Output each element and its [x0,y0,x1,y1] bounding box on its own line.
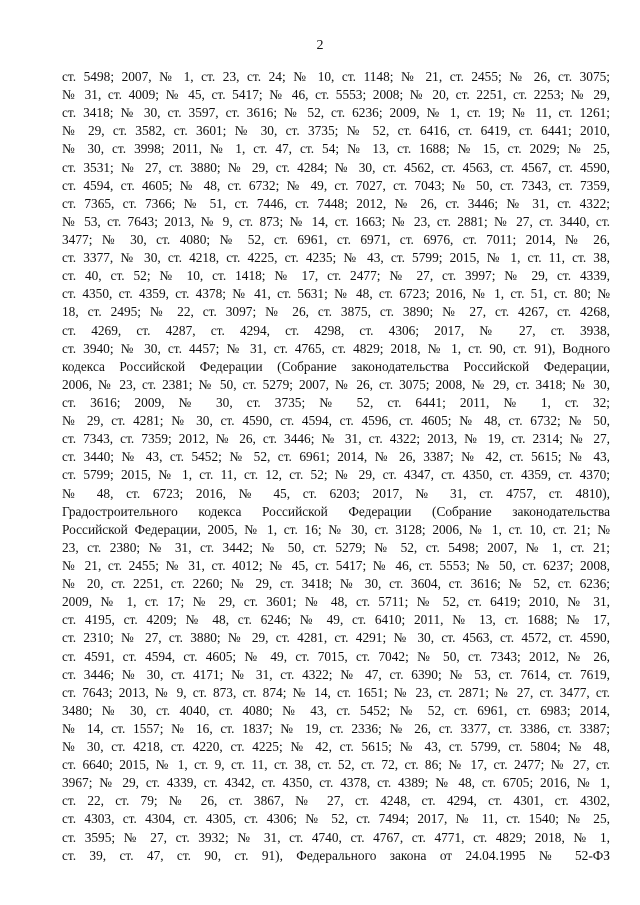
text-line: ст. 4350, ст. 4359, ст. 4378; № 41, ст. 5631; № 48, ст. 6723; 2016, № 1, ст. 51, ст. 80; № [62,286,610,302]
text-line: ст. 3940; № 30, ст. 4457; № 31, ст. 4765, ст. 4829; 2018, № 1, ст. 90, ст. 91), Водного [62,340,610,356]
text-line: ст. 7643; 2013, № 9, ст. 873, ст. 874; № 14, ст. 1651; № 23, ст. 2871; № 27, ст. 3477, ст. [62,684,610,700]
text-line: № 29, ст. 4281; № 30, ст. 4590, ст. 4594, ст. 4596, ст. 4605; № 48, ст. 6732; № 50, [62,413,610,429]
text-line: ст. 3377, № 30, ст. 4218, ст. 4225, ст. 4235; № 43, ст. 5799; 2015, № 1, ст. 11, ст. 38, [62,250,610,266]
text-line: 3477; № 30, ст. 4080; № 52, ст. 6961, ст. 6971, ст. 6976, ст. 7011; 2014, № 26, [62,231,610,247]
text-line: кодекса Российской Федерации (Собрание законодательства Российской Федерации, [62,358,610,374]
text-line: № 48, ст. 6723; 2016, № 45, ст. 6203; 2017, № 31, ст. 4757, ст. 4810), [62,485,610,501]
text-line: 2009, № 1, ст. 17; № 29, ст. 3601; № 48, ст. 5711; № 52, ст. 6419; 2010, № 31, [62,594,610,610]
text-line: Российской Федерации, 2005, № 1, ст. 16; № 30, ст. 3128; 2006, № 1, ст. 10, ст. 21; № [62,521,610,537]
text-line: ст. 6640; 2015, № 1, ст. 9, ст. 11, ст. 38, ст. 52, ст. 72, ст. 86; № 17, ст. 2477; № 27, ст. [62,757,610,773]
text-line: ст. 3595; № 27, ст. 3932; № 31, ст. 4740, ст. 4767, ст. 4771, ст. 4829; 2018, № 1, [62,829,610,845]
text-line: 18, ст. 2495; № 22, ст. 3097; № 26, ст. 3875, ст. 3890; № 27, ст. 4267, ст. 4268, [62,304,610,320]
text-line: ст. 3531; № 27, ст. 3880; № 29, ст. 4284; № 30, ст. 4562, ст. 4563, ст. 4567, ст. 4590, [62,159,610,175]
text-line: № 30, ст. 3998; 2011, № 1, ст. 47, ст. 54; № 13, ст. 1688; № 15, ст. 2029; № 25, [62,141,610,157]
text-line: 3967; № 29, ст. 4339, ст. 4342, ст. 4350, ст. 4378, ст. 4389; № 48, ст. 6705; 2016, № 1, [62,775,610,791]
text-line: ст. 3446; № 30, ст. 4171; № 31, ст. 4322; № 47, ст. 6390; № 53, ст. 7614, ст. 7619, [62,666,610,682]
text-line: 3480; № 30, ст. 4040, ст. 4080; № 43, ст. 5452; № 52, ст. 6961, ст. 6983; 2014, [62,702,610,718]
text-line: ст. 39, ст. 47, ст. 90, ст. 91), Федерального закона от 24.04.1995 № 52-ФЗ [62,847,610,863]
text-line: № 14, ст. 1557; № 16, ст. 1837; № 19, ст. 2336; № 26, ст. 3377, ст. 3386, ст. 3387; [62,720,610,736]
text-line: ст. 2310; № 27, ст. 3880; № 29, ст. 4281, ст. 4291; № 30, ст. 4563, ст. 4572, ст. 4590, [62,630,610,646]
text-line: 2006, № 23, ст. 2381; № 50, ст. 5279; 2007, № 26, ст. 3075; 2008, № 29, ст. 3418; № 30, [62,376,610,392]
text-line: ст. 4269, ст. 4287, ст. 4294, ст. 4298, ст. 4306; 2017, № 27, ст. 3938, [62,322,610,338]
text-line: ст. 4195, ст. 4209; № 48, ст. 6246; № 49, ст. 6410; 2011, № 13, ст. 1688; № 17, [62,612,610,628]
text-line: 23, ст. 2380; № 31, ст. 3442; № 50, ст. 5279; № 52, ст. 5498; 2007, № 1, ст. 21; [62,539,610,555]
text-line: ст. 4594, ст. 4605; № 48, ст. 6732; № 49, ст. 7027, ст. 7043; № 50, ст. 7343, ст. 7359, [62,177,610,193]
text-line: № 29, ст. 3582, ст. 3601; № 30, ст. 3735; № 52, ст. 6416, ст. 6419, ст. 6441; 2010, [62,123,610,139]
text-line: № 21, ст. 2455; № 31, ст. 4012; № 45, ст. 5417; № 46, ст. 5553; № 50, ст. 6237; 2008, [62,557,610,573]
text-line: ст. 40, ст. 52; № 10, ст. 1418; № 17, ст. 2477; № 27, ст. 3997; № 29, ст. 4339, [62,268,610,284]
text-line: ст. 7343, ст. 7359; 2012, № 26, ст. 3446; № 31, ст. 4322; 2013, № 19, ст. 2314; № 27, [62,431,610,447]
text-line: № 20, ст. 2251, ст. 2260; № 29, ст. 3418; № 30, ст. 3604, ст. 3616; № 52, ст. 6236; [62,576,610,592]
text-line: ст. 3418; № 30, ст. 3597, ст. 3616; № 52, ст. 6236; 2009, № 1, ст. 19; № 11, ст. 1261; [62,105,610,121]
text-line: ст. 7365, ст. 7366; № 51, ст. 7446, ст. 7448; 2012, № 26, ст. 3446; № 31, ст. 4322; [62,195,610,211]
text-line: Градостроительного кодекса Российской Федерации (Собрание законодательства [62,503,610,519]
text-line: ст. 5498; 2007, № 1, ст. 23, ст. 24; № 10, ст. 1148; № 21, ст. 2455; № 26, ст. 3075; [62,69,610,84]
text-line: № 53, ст. 7643; 2013, № 9, ст. 873; № 14, ст. 1663; № 23, ст. 2881; № 27, ст. 3440, ст. [62,213,610,229]
body-text [62,68,610,865]
text-line: ст. 4591, ст. 4594, ст. 4605; № 49, ст. 7015, ст. 7042; № 50, ст. 7343; 2012, № 26, [62,648,610,664]
text-line: ст. 4303, ст. 4304, ст. 4305, ст. 4306; № 52, ст. 7494; 2017, № 11, ст. 1540; № 25, [62,811,610,827]
text-line: ст. 3616; 2009, № 30, ст. 3735; № 52, ст. 6441; 2011, № 1, ст. 32; [62,394,610,410]
text-line: ст. 5799; 2015, № 1, ст. 11, ст. 12, ст. 52; № 29, ст. 4347, ст. 4350, ст. 4359, ст. 4370; [62,467,610,483]
page-number: 2 [316,38,324,53]
text-line: ст. 3440; № 43, ст. 5452; № 52, ст. 6961; 2014, № 26, 3387; № 42, ст. 5615; № 43, [62,449,610,465]
text-line: ст. 22, ст. 79; № 26, ст. 3867, № 27, ст. 4248, ст. 4294, ст. 4301, ст. 4302, [62,793,610,809]
text-line: № 31, ст. 4009; № 45, ст. 5417; № 46, ст. 5553; 2008; № 20, ст. 2251, ст. 2253; № 29, [62,87,610,103]
text-line: № 30, ст. 4218, ст. 4220, ст. 4225; № 42, ст. 5615; № 43, ст. 5799, ст. 5804; № 48, [62,739,610,755]
